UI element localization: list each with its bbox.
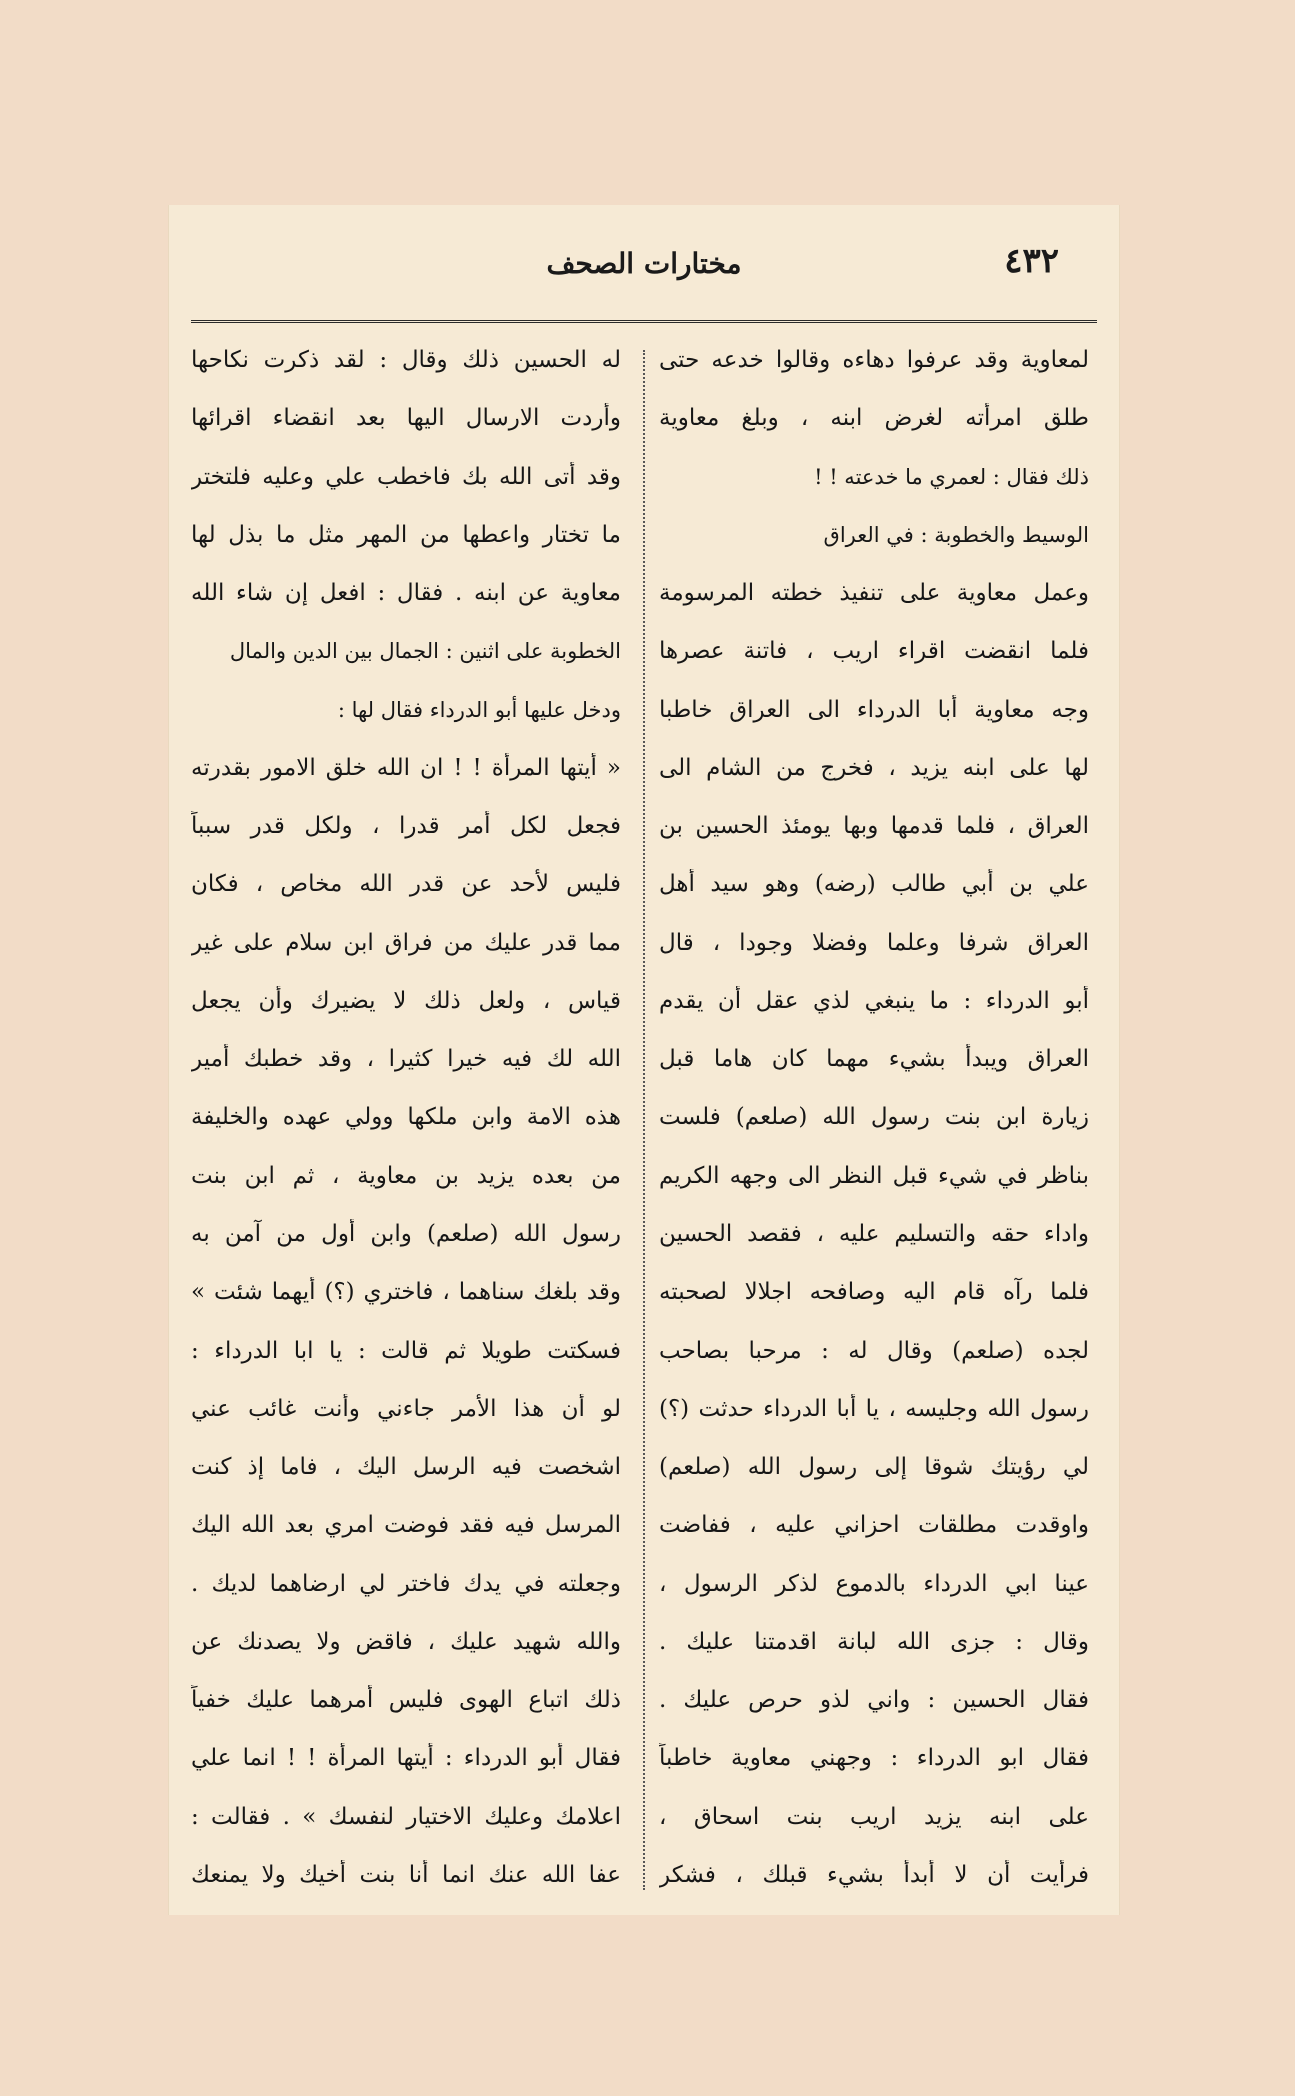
text-line: ما تختار واعطها من المهر مثل ما بذل لها <box>191 521 621 548</box>
text-line: فقال أبو الدرداء : أيتها المرأة ! ! انما علي <box>191 1745 621 1772</box>
text-line: هذه الامة وابن ملكها وولي عهده والخليفة <box>191 1104 621 1131</box>
column-divider <box>643 350 645 1890</box>
text-line: الوسيط والخطوبة : في العراق <box>823 522 1089 547</box>
text-line: لها على ابنه يزيد ، فخرج من الشام الى <box>659 754 1089 781</box>
text-line: على ابنه يزيد اريب بنت اسحاق ، <box>659 1803 1089 1830</box>
text-line: من بعده يزيد بن معاوية ، ثم ابن بنت <box>191 1162 621 1189</box>
text-line: وجعلته في يدك فاختر لي ارضاهما لديك . <box>191 1570 621 1597</box>
text-line: اشخصت فيه الرسل اليك ، فاما إذ كنت <box>191 1454 621 1481</box>
text-line: مما قدر عليك من فراق ابن سلام على غير <box>191 929 621 956</box>
page-header <box>169 233 1119 303</box>
text-line: زيارة ابن بنت رسول الله (صلعم) فلست <box>659 1104 1089 1131</box>
page-title: مختارات الصحف <box>546 247 742 280</box>
text-line: فقال الحسين : واني لذو حرص عليك . <box>659 1687 1089 1714</box>
left-text-column <box>191 345 621 1890</box>
text-line: قياس ، ولعل ذلك لا يضيرك وأن يجعل <box>191 987 621 1014</box>
text-line: علي بن أبي طالب (رضه) وهو سيد أهل <box>659 871 1089 898</box>
text-line: وأردت الارسال اليها بعد انقضاء اقرائها <box>191 405 621 432</box>
text-line: العراق ، فلما قدمها وبها يومئذ الحسين بن <box>659 813 1089 840</box>
right-text-column <box>659 345 1089 1890</box>
text-line: لجده (صلعم) وقال له : مرحبا بصاحب <box>659 1337 1089 1364</box>
text-line: فليس لأحد عن قدر الله مخاص ، فكان <box>191 871 621 898</box>
text-line: فرأيت أن لا أبدأ بشيء قبلك ، فشكر <box>659 1861 1089 1888</box>
text-line: وجه معاوية أبا الدرداء الى العراق خاطبا <box>659 696 1089 723</box>
page-number: ٤٣٢ <box>1004 241 1059 281</box>
text-line: وقد بلغك سناهما ، فاختري (؟) أيهما شئت » <box>191 1279 621 1306</box>
text-line: الخطوبة على اثنين : الجمال بين الدين والمال <box>229 639 621 664</box>
text-line: وقال : جزى الله لبانة اقدمتنا عليك . <box>659 1628 1089 1655</box>
text-line: معاوية عن ابنه . فقال : افعل إن شاء الله <box>191 580 621 607</box>
text-line: العراق ويبدأ بشيء مهما كان هاما قبل <box>659 1046 1089 1073</box>
text-line: فسكتت طويلا ثم قالت : يا ابا الدرداء : <box>191 1337 621 1364</box>
text-line: وعمل معاوية على تنفيذ خطته المرسومة <box>659 580 1089 607</box>
text-line: فقال ابو الدرداء : وجهني معاوية خاطباً <box>659 1745 1089 1772</box>
text-line: رسول الله (صلعم) وابن أول من آمن به <box>191 1220 621 1247</box>
text-line: المرسل فيه فقد فوضت امري بعد الله اليك <box>191 1512 621 1539</box>
text-line: ذلك اتباع الهوى فليس أمرهما عليك خفياً <box>191 1687 621 1714</box>
text-line: لو أن هذا الأمر جاءني وأنت غائب عني <box>191 1395 621 1422</box>
text-line: أبو الدرداء : ما ينبغي لذي عقل أن يقدم <box>659 987 1089 1014</box>
text-line: فلما رآه قام اليه وصافحه اجلالا لصحبته <box>659 1279 1089 1306</box>
text-line: ودخل عليها أبو الدرداء فقال لها : <box>337 697 621 722</box>
text-line: العراق شرفا وعلما وفضلا وجودا ، قال <box>659 929 1089 956</box>
text-line: عفا الله عنك انما أنا بنت أخيك ولا يمنعك <box>191 1861 621 1888</box>
text-line: رسول الله وجليسه ، يا أبا الدرداء حدثت (؟) <box>659 1395 1089 1422</box>
header-rule <box>191 320 1097 323</box>
book-page <box>168 205 1120 1915</box>
text-line: والله شهيد عليك ، فاقض ولا يصدنك عن <box>191 1628 621 1655</box>
text-line: واوقدت مطلقات احزاني عليه ، ففاضت <box>659 1512 1089 1539</box>
text-line: عينا ابي الدرداء بالدموع لذكر الرسول ، <box>659 1570 1089 1597</box>
text-line: لي رؤيتك شوقا إلى رسول الله (صلعم) <box>659 1454 1089 1481</box>
text-line: له الحسين ذلك وقال : لقد ذكرت نكاحها <box>191 347 621 373</box>
text-line: واداء حقه والتسليم عليه ، فقصد الحسين <box>659 1220 1089 1247</box>
text-line: فجعل لكل أمر قدرا ، ولكل قدر سبباً <box>191 813 621 840</box>
text-line: لمعاوية وقد عرفوا دهاءه وقالوا خدعه حتى <box>659 347 1089 373</box>
text-line: بناظر في شيء قبل النظر الى وجهه الكريم <box>659 1162 1089 1189</box>
text-line: ذلك فقال : لعمري ما خدعته ! ! <box>814 464 1089 489</box>
text-line: الله لك فيه خيرا كثيرا ، وقد خطبك أمير <box>191 1046 621 1073</box>
text-line: طلق امرأته لغرض ابنه ، وبلغ معاوية <box>659 405 1089 432</box>
text-line: فلما انقضت اقراء اريب ، فاتنة عصرها <box>659 638 1089 665</box>
text-line: وقد أتى الله بك فاخطب علي وعليه فلتختر <box>191 463 621 490</box>
text-line: اعلامك وعليك الاختيار لنفسك » . فقالت : <box>191 1803 621 1830</box>
text-line: « أيتها المرأة ! ! ان الله خلق الامور بقدرته <box>191 754 621 781</box>
